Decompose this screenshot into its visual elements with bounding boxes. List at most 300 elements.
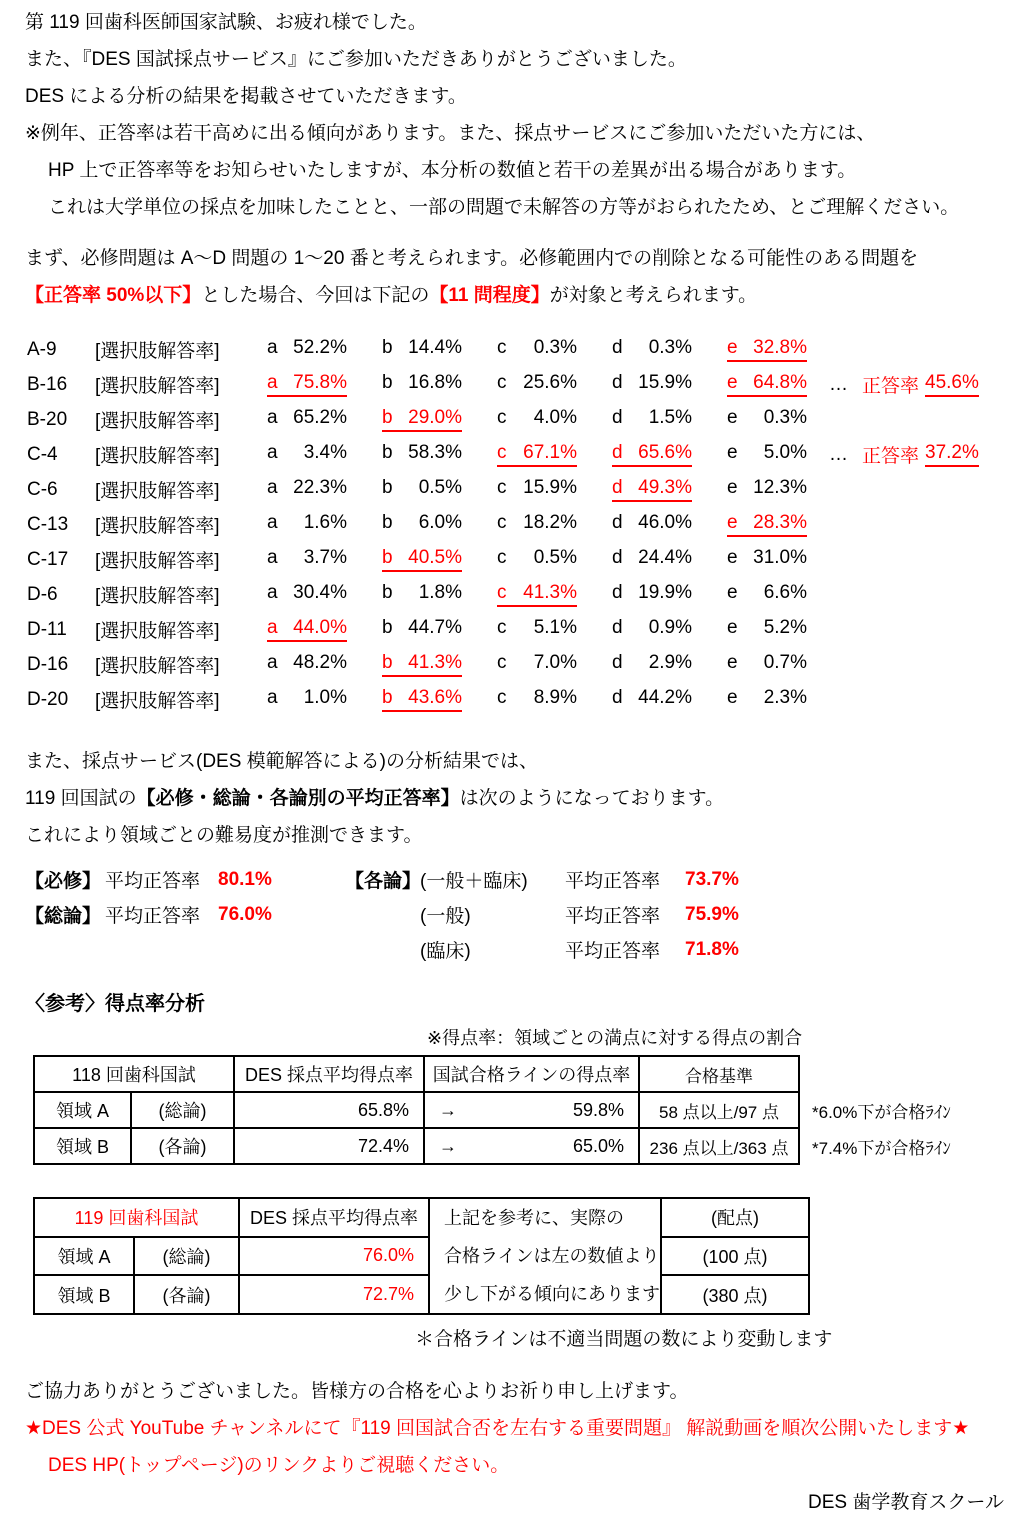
hisshu-label: 【必修】 bbox=[25, 871, 102, 892]
question-row bbox=[25, 612, 1032, 647]
option-letter: d bbox=[612, 582, 623, 603]
option-e bbox=[727, 337, 807, 362]
question-id: D-20 bbox=[27, 688, 69, 710]
score-rate-note: ※得点率：領域ごとの満点に対する得点の割合 bbox=[427, 1028, 803, 1048]
question-options bbox=[267, 687, 829, 712]
intro-line-5: HP 上で正答率等をお知らせいたしますが、本分析の数値と若干の差異が出る場合があります。 bbox=[48, 160, 857, 181]
option-rate: 0.3% bbox=[648, 337, 692, 358]
area-type: (各論) bbox=[131, 1128, 234, 1164]
option-letter: c bbox=[497, 372, 507, 393]
score-rate-section bbox=[25, 989, 1032, 1353]
option-rate: 41.3% bbox=[523, 582, 577, 603]
option-a bbox=[267, 372, 347, 397]
area-type: (各論) bbox=[134, 1275, 239, 1314]
option-rate: 58.3% bbox=[408, 442, 462, 463]
option-c bbox=[497, 407, 577, 432]
option-rate: 44.0% bbox=[293, 617, 347, 638]
option-letter: e bbox=[727, 652, 738, 673]
option-d bbox=[612, 337, 692, 362]
intro-line-6: これは大学単位の採点を加味したことと、一部の問題で未解答の方等がおられたため、とご理解ください。 bbox=[48, 197, 960, 218]
points: (380 点) bbox=[661, 1275, 809, 1314]
option-d bbox=[612, 407, 692, 432]
option-rate: 29.0% bbox=[408, 407, 462, 428]
option-c bbox=[497, 372, 577, 397]
question-id: C-17 bbox=[27, 548, 69, 570]
option-letter: c bbox=[497, 652, 507, 673]
question-label: [選択肢解答率] bbox=[95, 411, 220, 432]
option-letter: b bbox=[382, 372, 393, 393]
option-letter: b bbox=[382, 477, 393, 498]
option-rate: 1.6% bbox=[303, 512, 347, 533]
option-letter: d bbox=[612, 512, 623, 533]
area-type: (総論) bbox=[131, 1092, 234, 1128]
arrow-icon: → bbox=[439, 1099, 457, 1120]
option-rate: 40.5% bbox=[408, 547, 462, 568]
metric-label: 平均正答率 bbox=[105, 871, 201, 892]
option-letter: c bbox=[497, 337, 507, 358]
option-letter: d bbox=[612, 652, 623, 673]
question-label: [選択肢解答率] bbox=[95, 446, 220, 467]
option-letter: d bbox=[612, 617, 623, 638]
question-options bbox=[267, 407, 829, 432]
option-b bbox=[382, 652, 462, 677]
summary-mid-text: とした場合、今回は下記の bbox=[201, 285, 430, 306]
question-note bbox=[829, 441, 979, 468]
average-rates-section bbox=[25, 862, 1032, 967]
correct-rate-label: 正答率 bbox=[862, 376, 920, 397]
area-label: 領域 B bbox=[34, 1275, 134, 1314]
metric-label: 平均正答率 bbox=[565, 906, 661, 927]
option-d bbox=[612, 442, 692, 467]
analysis-section bbox=[25, 743, 1032, 854]
intro-line-1: 第 119 回歯科医師国家試験、お疲れ様でした。 bbox=[25, 12, 427, 33]
option-letter: e bbox=[727, 372, 738, 393]
question-row bbox=[25, 682, 1032, 717]
option-a bbox=[267, 547, 347, 572]
option-rate: 15.9% bbox=[638, 372, 692, 393]
option-b bbox=[382, 442, 462, 467]
correct-rate-value: 45.6% bbox=[925, 372, 979, 397]
question-label: [選択肢解答率] bbox=[95, 656, 220, 677]
option-letter: a bbox=[267, 687, 278, 708]
option-rate: 19.9% bbox=[638, 582, 692, 603]
question-row bbox=[25, 577, 1032, 612]
option-e bbox=[727, 372, 807, 397]
des-rate: 72.7% bbox=[239, 1275, 429, 1314]
question-label: [選択肢解答率] bbox=[95, 341, 220, 362]
option-e bbox=[727, 547, 807, 572]
question-label: [選択肢解答率] bbox=[95, 551, 220, 572]
option-rate: 0.5% bbox=[418, 477, 462, 498]
option-c bbox=[497, 617, 577, 642]
option-letter: d bbox=[612, 407, 623, 428]
hp-link-note: DES HP(トップページ)のリンクよりご視聴ください。 bbox=[48, 1455, 510, 1476]
option-letter: a bbox=[267, 582, 278, 603]
option-c bbox=[497, 337, 577, 362]
option-rate: 65.6% bbox=[638, 442, 692, 463]
table-118-header-des: DES 採点平均得点率 bbox=[234, 1056, 424, 1092]
table-118-header-row bbox=[34, 1056, 999, 1092]
question-options bbox=[267, 337, 829, 362]
option-a bbox=[267, 477, 347, 502]
score-rate-heading: 〈参考〉得点率分析 bbox=[25, 993, 205, 1015]
option-b bbox=[382, 337, 462, 362]
question-label: [選択肢解答率] bbox=[95, 691, 220, 712]
option-a bbox=[267, 442, 347, 467]
option-letter: c bbox=[497, 582, 507, 603]
option-rate: 44.7% bbox=[408, 617, 462, 638]
option-letter: d bbox=[612, 477, 623, 498]
option-c bbox=[497, 477, 577, 502]
arrow-icon: → bbox=[439, 1135, 457, 1156]
option-rate: 44.2% bbox=[638, 687, 692, 708]
analysis-line-2-post: は次のようになっております。 bbox=[459, 788, 725, 809]
pass-criteria: 58 点以上/97 点 bbox=[639, 1092, 799, 1128]
question-note bbox=[829, 371, 979, 398]
area-label: 領域 A bbox=[34, 1237, 134, 1276]
table-119-title: 119 回歯科国試 bbox=[34, 1198, 239, 1237]
option-letter: c bbox=[497, 477, 507, 498]
des-rate: 76.0% bbox=[239, 1237, 429, 1276]
analysis-line-1: また、採点サービス(DES 模範解答による)の分析結果では、 bbox=[25, 751, 539, 772]
table-118-title: 118 回歯科国試 bbox=[34, 1056, 234, 1092]
intro-section bbox=[25, 4, 1032, 226]
table-118-row-a bbox=[34, 1092, 999, 1128]
merged-note-line-2: 合格ラインは左の数値より bbox=[444, 1246, 660, 1266]
question-options bbox=[267, 582, 829, 607]
option-e bbox=[727, 512, 807, 537]
option-letter: a bbox=[267, 512, 278, 533]
table-118-header-criteria: 合格基準 bbox=[639, 1056, 799, 1092]
option-letter: b bbox=[382, 407, 393, 428]
summary-line-1: まず、必修問題は A～D 問題の 1～20 番と考えられます。必修範囲内での削除となる可能性のある問題を bbox=[25, 248, 919, 269]
option-a bbox=[267, 582, 347, 607]
question-id: D-6 bbox=[27, 583, 58, 605]
correct-rate-value: 37.2% bbox=[925, 442, 979, 467]
option-d bbox=[612, 477, 692, 502]
option-letter: d bbox=[612, 372, 623, 393]
table-119-merged-note bbox=[429, 1198, 661, 1314]
footer-section bbox=[25, 1373, 1032, 1521]
option-e bbox=[727, 477, 807, 502]
option-c bbox=[497, 547, 577, 572]
hisshu-value: 80.1% bbox=[218, 868, 272, 890]
option-b bbox=[382, 372, 462, 397]
option-a bbox=[267, 512, 347, 537]
answer-rate-list bbox=[25, 332, 1032, 717]
question-id: A-9 bbox=[27, 338, 57, 360]
question-label: [選択肢解答率] bbox=[95, 481, 220, 502]
option-rate: 2.3% bbox=[763, 687, 807, 708]
option-letter: e bbox=[727, 687, 738, 708]
option-b bbox=[382, 477, 462, 502]
table-118 bbox=[33, 1055, 1000, 1165]
highlight-threshold: 【正答率 50%以下】 bbox=[25, 285, 202, 306]
question-label: [選択肢解答率] bbox=[95, 621, 220, 642]
option-e bbox=[727, 617, 807, 642]
ellipsis: … bbox=[829, 443, 848, 465]
question-options bbox=[267, 547, 829, 572]
option-letter: b bbox=[382, 582, 393, 603]
option-d bbox=[612, 617, 692, 642]
option-letter: c bbox=[497, 407, 507, 428]
question-row bbox=[25, 472, 1032, 507]
option-rate: 14.4% bbox=[408, 337, 462, 358]
intro-line-2: また、『DES 国試採点サービス』にご参加いただきありがとうございました。 bbox=[25, 49, 687, 70]
analysis-line-3: これにより領域ごとの難易度が推測できます。 bbox=[25, 825, 423, 846]
question-id: D-11 bbox=[27, 618, 67, 640]
table-118-row-b bbox=[34, 1128, 999, 1164]
metric-label: 平均正答率 bbox=[105, 906, 201, 927]
table-119-header-points: (配点) bbox=[661, 1198, 809, 1237]
option-letter: d bbox=[612, 337, 623, 358]
option-rate: 16.8% bbox=[408, 372, 462, 393]
area-label: 領域 B bbox=[34, 1128, 131, 1164]
option-rate: 15.9% bbox=[523, 477, 577, 498]
question-options bbox=[267, 442, 829, 467]
option-b bbox=[382, 407, 462, 432]
average-row-3 bbox=[25, 932, 1032, 967]
option-letter: b bbox=[382, 652, 393, 673]
ellipsis: … bbox=[829, 373, 848, 395]
option-rate: 5.2% bbox=[763, 617, 807, 638]
merged-note-line-1: 上記を参考に、実際の bbox=[444, 1208, 624, 1228]
passline-variation-note: ＊合格ラインは不適当問題の数により変動します bbox=[415, 1329, 833, 1350]
analysis-line-2-pre: 119 回国試の bbox=[25, 788, 137, 809]
option-letter: c bbox=[497, 512, 507, 533]
option-rate: 22.3% bbox=[293, 477, 347, 498]
merged-note-line-3: 少し下がる傾向にあります bbox=[444, 1284, 660, 1304]
option-rate: 52.2% bbox=[293, 337, 347, 358]
question-options bbox=[267, 652, 829, 677]
option-letter: d bbox=[612, 442, 623, 463]
option-letter: a bbox=[267, 652, 278, 673]
question-label: [選択肢解答率] bbox=[95, 376, 220, 397]
option-e bbox=[727, 687, 807, 712]
des-rate: 65.8% bbox=[234, 1092, 424, 1128]
summary-section bbox=[25, 240, 1032, 314]
option-rate: 28.3% bbox=[753, 512, 807, 533]
youtube-announcement: ★DES 公式 YouTube チャンネルにて『119 回国試合否を左右する重要問題』 解説動画を順次公開いたします★ bbox=[25, 1418, 970, 1439]
option-letter: a bbox=[267, 617, 278, 638]
question-id: D-16 bbox=[27, 653, 69, 675]
option-rate: 46.0% bbox=[638, 512, 692, 533]
option-a bbox=[267, 617, 347, 642]
option-letter: e bbox=[727, 442, 738, 463]
option-rate: 75.8% bbox=[293, 372, 347, 393]
option-a bbox=[267, 652, 347, 677]
option-letter: c bbox=[497, 547, 507, 568]
option-d bbox=[612, 652, 692, 677]
option-rate: 0.5% bbox=[533, 547, 577, 568]
question-id: B-20 bbox=[27, 408, 68, 430]
option-d bbox=[612, 687, 692, 712]
option-rate: 3.7% bbox=[303, 547, 347, 568]
option-rate: 1.5% bbox=[648, 407, 692, 428]
analysis-line-2 bbox=[25, 780, 1032, 817]
option-letter: a bbox=[267, 442, 278, 463]
option-letter: b bbox=[382, 547, 393, 568]
option-d bbox=[612, 547, 692, 572]
option-c bbox=[497, 582, 577, 607]
question-id: C-4 bbox=[27, 443, 58, 465]
table-119-header-des: DES 採点平均得点率 bbox=[239, 1198, 429, 1237]
question-row bbox=[25, 332, 1032, 367]
table-119 bbox=[33, 1197, 810, 1315]
option-rate: 32.8% bbox=[753, 337, 807, 358]
table-118-header-passline: 国試合格ラインの得点率 bbox=[424, 1056, 639, 1092]
option-letter: e bbox=[727, 547, 738, 568]
kakuron-sub-2: (一般) bbox=[420, 906, 471, 927]
thanks-line: ご協力ありがとうございました。皆様方の合格を心よりお祈り申し上げます。 bbox=[25, 1381, 689, 1402]
option-rate: 7.0% bbox=[533, 652, 577, 673]
area-type: (総論) bbox=[134, 1237, 239, 1276]
option-d bbox=[612, 512, 692, 537]
souron-label: 【総論】 bbox=[25, 906, 102, 927]
option-b bbox=[382, 582, 462, 607]
question-options bbox=[267, 512, 829, 537]
option-rate: 5.0% bbox=[763, 442, 807, 463]
kakuron-value-3: 71.8% bbox=[685, 938, 739, 960]
metric-label: 平均正答率 bbox=[565, 941, 661, 962]
option-letter: a bbox=[267, 477, 278, 498]
kakuron-label: 【各論】 bbox=[345, 871, 422, 892]
option-letter: a bbox=[267, 407, 278, 428]
kakuron-value-2: 75.9% bbox=[685, 903, 739, 925]
option-c bbox=[497, 652, 577, 677]
summary-tail-text: が対象と考えられます。 bbox=[549, 285, 758, 306]
option-rate: 24.4% bbox=[638, 547, 692, 568]
option-rate: 0.9% bbox=[648, 617, 692, 638]
highlight-count: 【11 問程度】 bbox=[429, 285, 550, 306]
option-letter: b bbox=[382, 617, 393, 638]
option-rate: 0.3% bbox=[763, 407, 807, 428]
option-e bbox=[727, 652, 807, 677]
souron-value: 76.0% bbox=[218, 903, 272, 925]
option-letter: e bbox=[727, 337, 738, 358]
option-letter: e bbox=[727, 617, 738, 638]
summary-line-2 bbox=[25, 277, 1032, 314]
option-rate: 31.0% bbox=[753, 547, 807, 568]
option-b bbox=[382, 687, 462, 712]
option-rate: 43.6% bbox=[408, 687, 462, 708]
pass-rate: 65.0% bbox=[572, 1135, 624, 1156]
option-letter: b bbox=[382, 337, 393, 358]
kakuron-value-1: 73.7% bbox=[685, 868, 739, 890]
pass-rate-cell bbox=[424, 1128, 639, 1164]
option-e bbox=[727, 582, 807, 607]
option-rate: 12.3% bbox=[753, 477, 807, 498]
question-row bbox=[25, 367, 1032, 402]
option-rate: 41.3% bbox=[408, 652, 462, 673]
option-b bbox=[382, 512, 462, 537]
option-rate: 2.9% bbox=[648, 652, 692, 673]
question-label: [選択肢解答率] bbox=[95, 586, 220, 607]
option-c bbox=[497, 687, 577, 712]
pass-rate-cell bbox=[424, 1092, 639, 1128]
option-rate: 64.8% bbox=[753, 372, 807, 393]
option-rate: 1.0% bbox=[303, 687, 347, 708]
option-rate: 48.2% bbox=[293, 652, 347, 673]
option-letter: b bbox=[382, 512, 393, 533]
question-options bbox=[267, 617, 829, 642]
average-row-1 bbox=[25, 862, 1032, 897]
signature: DES 歯学教育スクール bbox=[808, 1492, 1004, 1513]
option-d bbox=[612, 582, 692, 607]
pass-criteria: 236 点以上/363 点 bbox=[639, 1128, 799, 1164]
option-rate: 65.2% bbox=[293, 407, 347, 428]
question-label: [選択肢解答率] bbox=[95, 516, 220, 537]
option-letter: a bbox=[267, 547, 278, 568]
table-119-row-a bbox=[34, 1237, 809, 1276]
option-letter: b bbox=[382, 442, 393, 463]
option-rate: 6.0% bbox=[418, 512, 462, 533]
pass-rate: 59.8% bbox=[572, 1099, 624, 1120]
option-c bbox=[497, 512, 577, 537]
analysis-line-2-bold: 【必修・総論・各論別の平均正答率】 bbox=[136, 788, 460, 809]
option-rate: 30.4% bbox=[293, 582, 347, 603]
table-119-row-b bbox=[34, 1275, 809, 1314]
question-id: B-16 bbox=[27, 373, 68, 395]
question-row bbox=[25, 507, 1032, 542]
spacer bbox=[799, 1056, 999, 1092]
option-rate: 67.1% bbox=[523, 442, 577, 463]
option-letter: a bbox=[267, 337, 278, 358]
intro-line-4: ※例年、正答率は若干高めに出る傾向があります。また、採点サービスにご参加いただいた方には、 bbox=[25, 123, 876, 144]
option-rate: 4.0% bbox=[533, 407, 577, 428]
row-annotation: *7.4%下が合格ﾗｲﾝ bbox=[812, 1138, 951, 1158]
row-annotation: *6.0%下が合格ﾗｲﾝ bbox=[812, 1102, 951, 1122]
option-c bbox=[497, 442, 577, 467]
option-e bbox=[727, 442, 807, 467]
option-d bbox=[612, 372, 692, 397]
option-rate: 49.3% bbox=[638, 477, 692, 498]
question-row bbox=[25, 647, 1032, 682]
option-letter: d bbox=[612, 687, 623, 708]
option-b bbox=[382, 547, 462, 572]
area-label: 領域 A bbox=[34, 1092, 131, 1128]
option-letter: b bbox=[382, 687, 393, 708]
kakuron-sub-1: (一般＋臨床) bbox=[420, 871, 528, 892]
option-rate: 6.6% bbox=[763, 582, 807, 603]
option-e bbox=[727, 407, 807, 432]
option-a bbox=[267, 407, 347, 432]
option-a bbox=[267, 337, 347, 362]
question-id: C-13 bbox=[27, 513, 69, 535]
option-rate: 8.9% bbox=[533, 687, 577, 708]
option-letter: c bbox=[497, 617, 507, 638]
question-id: C-6 bbox=[27, 478, 58, 500]
option-b bbox=[382, 617, 462, 642]
option-rate: 1.8% bbox=[418, 582, 462, 603]
question-row bbox=[25, 542, 1032, 577]
option-letter: a bbox=[267, 372, 278, 393]
option-letter: e bbox=[727, 477, 738, 498]
option-letter: d bbox=[612, 547, 623, 568]
intro-line-3: DES による分析の結果を掲載させていただきます。 bbox=[25, 86, 467, 107]
option-rate: 18.2% bbox=[523, 512, 577, 533]
option-letter: e bbox=[727, 512, 738, 533]
option-letter: e bbox=[727, 407, 738, 428]
question-options bbox=[267, 372, 829, 397]
option-rate: 5.1% bbox=[533, 617, 577, 638]
average-row-2 bbox=[25, 897, 1032, 932]
metric-label: 平均正答率 bbox=[565, 871, 661, 892]
option-letter: c bbox=[497, 687, 507, 708]
des-rate: 72.4% bbox=[234, 1128, 424, 1164]
option-rate: 3.4% bbox=[303, 442, 347, 463]
question-row bbox=[25, 437, 1032, 472]
